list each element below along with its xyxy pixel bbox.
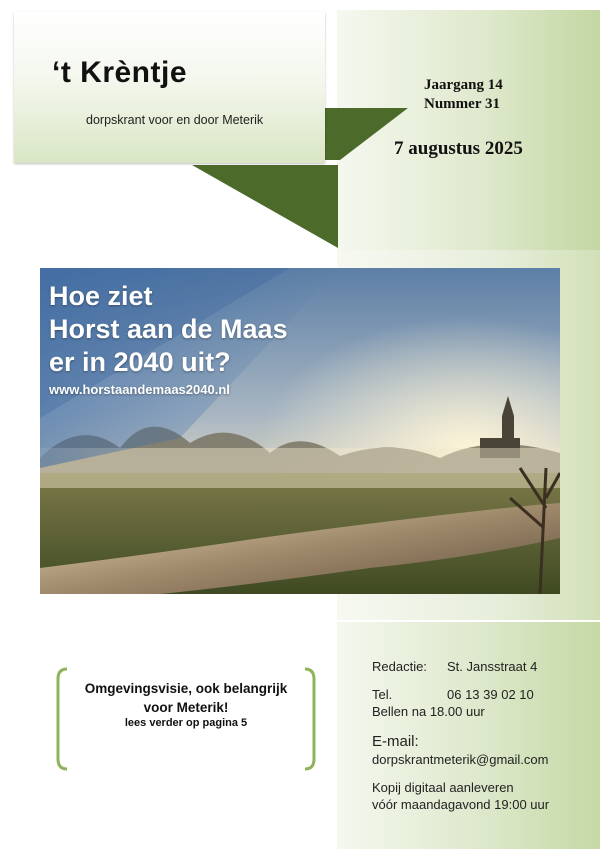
callout-subtitle: lees verder op pagina 5 — [124, 717, 248, 729]
redactie-address: St. Jansstraat 4 — [447, 659, 538, 674]
redactie-row — [372, 659, 537, 674]
email-address[interactable]: dorpskrantmeterik@gmail.com — [372, 752, 549, 767]
issue-info — [424, 76, 503, 114]
photo-headline — [49, 280, 288, 379]
email-label: E-mail: — [372, 733, 419, 750]
redactie-label: Redactie: — [372, 659, 427, 674]
tel-row — [372, 687, 534, 702]
callout-title — [55, 679, 317, 717]
tel-note: Bellen na 18.00 uur — [372, 704, 485, 719]
tel-number[interactable]: 06 13 39 02 10 — [447, 687, 534, 702]
callout-title-line-2: voor Meterik! — [143, 700, 229, 715]
tel-label: Tel. — [372, 687, 393, 702]
photo-url: www.horstaandemaas2040.nl — [49, 382, 230, 397]
issue-date: 7 augustus 2025 — [394, 138, 523, 159]
copy-instructions-line-1: Kopij digitaal aanleveren — [372, 780, 514, 795]
callout-box — [55, 667, 317, 771]
copy-instructions-line-2: vóór maandagavond 19:00 uur — [372, 797, 550, 812]
issue-number: Nummer 31 — [424, 96, 500, 112]
photo-headline-line-3: er in 2040 uit? — [49, 347, 231, 377]
callout-title-line-1: Omgevingsvisie, ook belangrijk — [84, 681, 288, 696]
photo-headline-line-2: Horst aan de Maas — [49, 314, 288, 344]
volume-label: Jaargang 14 — [424, 77, 503, 93]
cover-photo — [40, 268, 560, 594]
photo-headline-line-1: Hoe ziet — [49, 281, 153, 311]
masthead-title: ‘t Krèntje — [52, 56, 188, 89]
masthead-subtitle: dorpskrant voor en door Meterik — [86, 113, 264, 127]
